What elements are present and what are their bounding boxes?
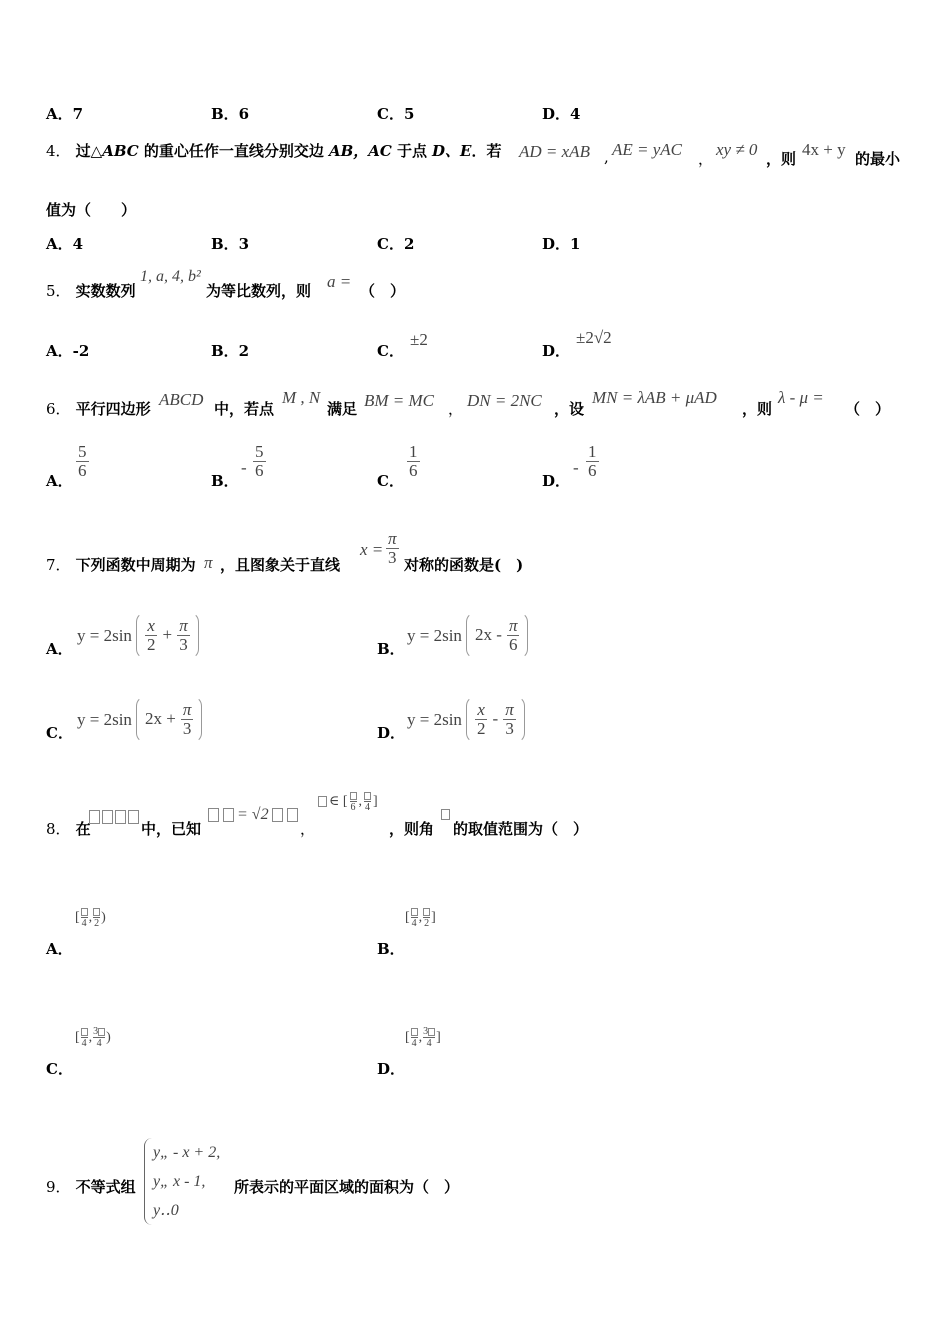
q3-option-a[interactable]: A．7 <box>46 105 84 123</box>
q5-option-a[interactable]: A．-2 <box>46 342 90 360</box>
q7-option-a[interactable]: A． <box>46 640 73 658</box>
vector-eq-ad: AD = xAB <box>519 142 590 161</box>
missing-glyph-triangle <box>88 806 140 825</box>
q6-option-a[interactable]: A． <box>46 472 73 490</box>
q6-option-c[interactable]: C． <box>377 472 404 490</box>
question-8-stem: 8． 在 <box>46 820 91 838</box>
q4-option-d[interactable]: D．1 <box>542 235 581 253</box>
q8-condition: = √2 <box>207 806 299 824</box>
variable-a: a = <box>327 272 352 291</box>
q3-option-c[interactable]: C．5 <box>377 105 415 123</box>
vector-eq-ae: AE = yAC <box>612 140 683 159</box>
q8-range: ∈ [ 6 , 4 ] <box>318 790 378 813</box>
q5-option-b[interactable]: B．2 <box>211 342 250 360</box>
sequence: 1, a, 4, b² <box>140 268 201 285</box>
q4-option-a[interactable]: A．4 <box>46 235 84 253</box>
question-9-stem: 9． 不等式组 <box>46 1178 136 1196</box>
q4-option-b[interactable]: B．3 <box>211 235 250 253</box>
q5-option-d[interactable]: D． <box>542 342 571 360</box>
q8-option-d[interactable]: D． <box>377 1060 406 1078</box>
q8-option-c[interactable]: C． <box>46 1060 73 1078</box>
question-5-stem: 5． 实数数列 <box>46 282 136 300</box>
q7-option-d[interactable]: D． <box>377 724 406 742</box>
q7-option-b[interactable]: B． <box>377 640 405 658</box>
q3-option-b[interactable]: B．6 <box>211 105 250 123</box>
q3-option-d[interactable]: D．4 <box>542 105 581 123</box>
expression-4x-plus-y: 4x + y <box>802 140 846 159</box>
q6-option-d[interactable]: D． <box>542 472 571 490</box>
condition-xy: xy ≠ 0 <box>716 140 758 159</box>
question-4-stem: 4． 过△ABC 的重心任作一直线分别交边 AB，AC 于点 D、E．若 <box>46 142 502 160</box>
q4-option-c[interactable]: C．2 <box>377 235 415 253</box>
q8-option-a[interactable]: A． <box>46 940 73 958</box>
inequality-system: y„ - x + 2, y„ x - 1, y‥0 <box>144 1138 220 1225</box>
question-7-stem: 7． 下列函数中周期为 <box>46 556 196 574</box>
question-number: 4． <box>46 142 71 160</box>
q6-option-b[interactable]: B． <box>211 472 239 490</box>
q8-option-b[interactable]: B． <box>377 940 405 958</box>
q5-option-c[interactable]: C． <box>377 342 404 360</box>
question-6-stem: 6． 平行四边形 <box>46 400 151 418</box>
q7-option-c[interactable]: C． <box>46 724 73 742</box>
